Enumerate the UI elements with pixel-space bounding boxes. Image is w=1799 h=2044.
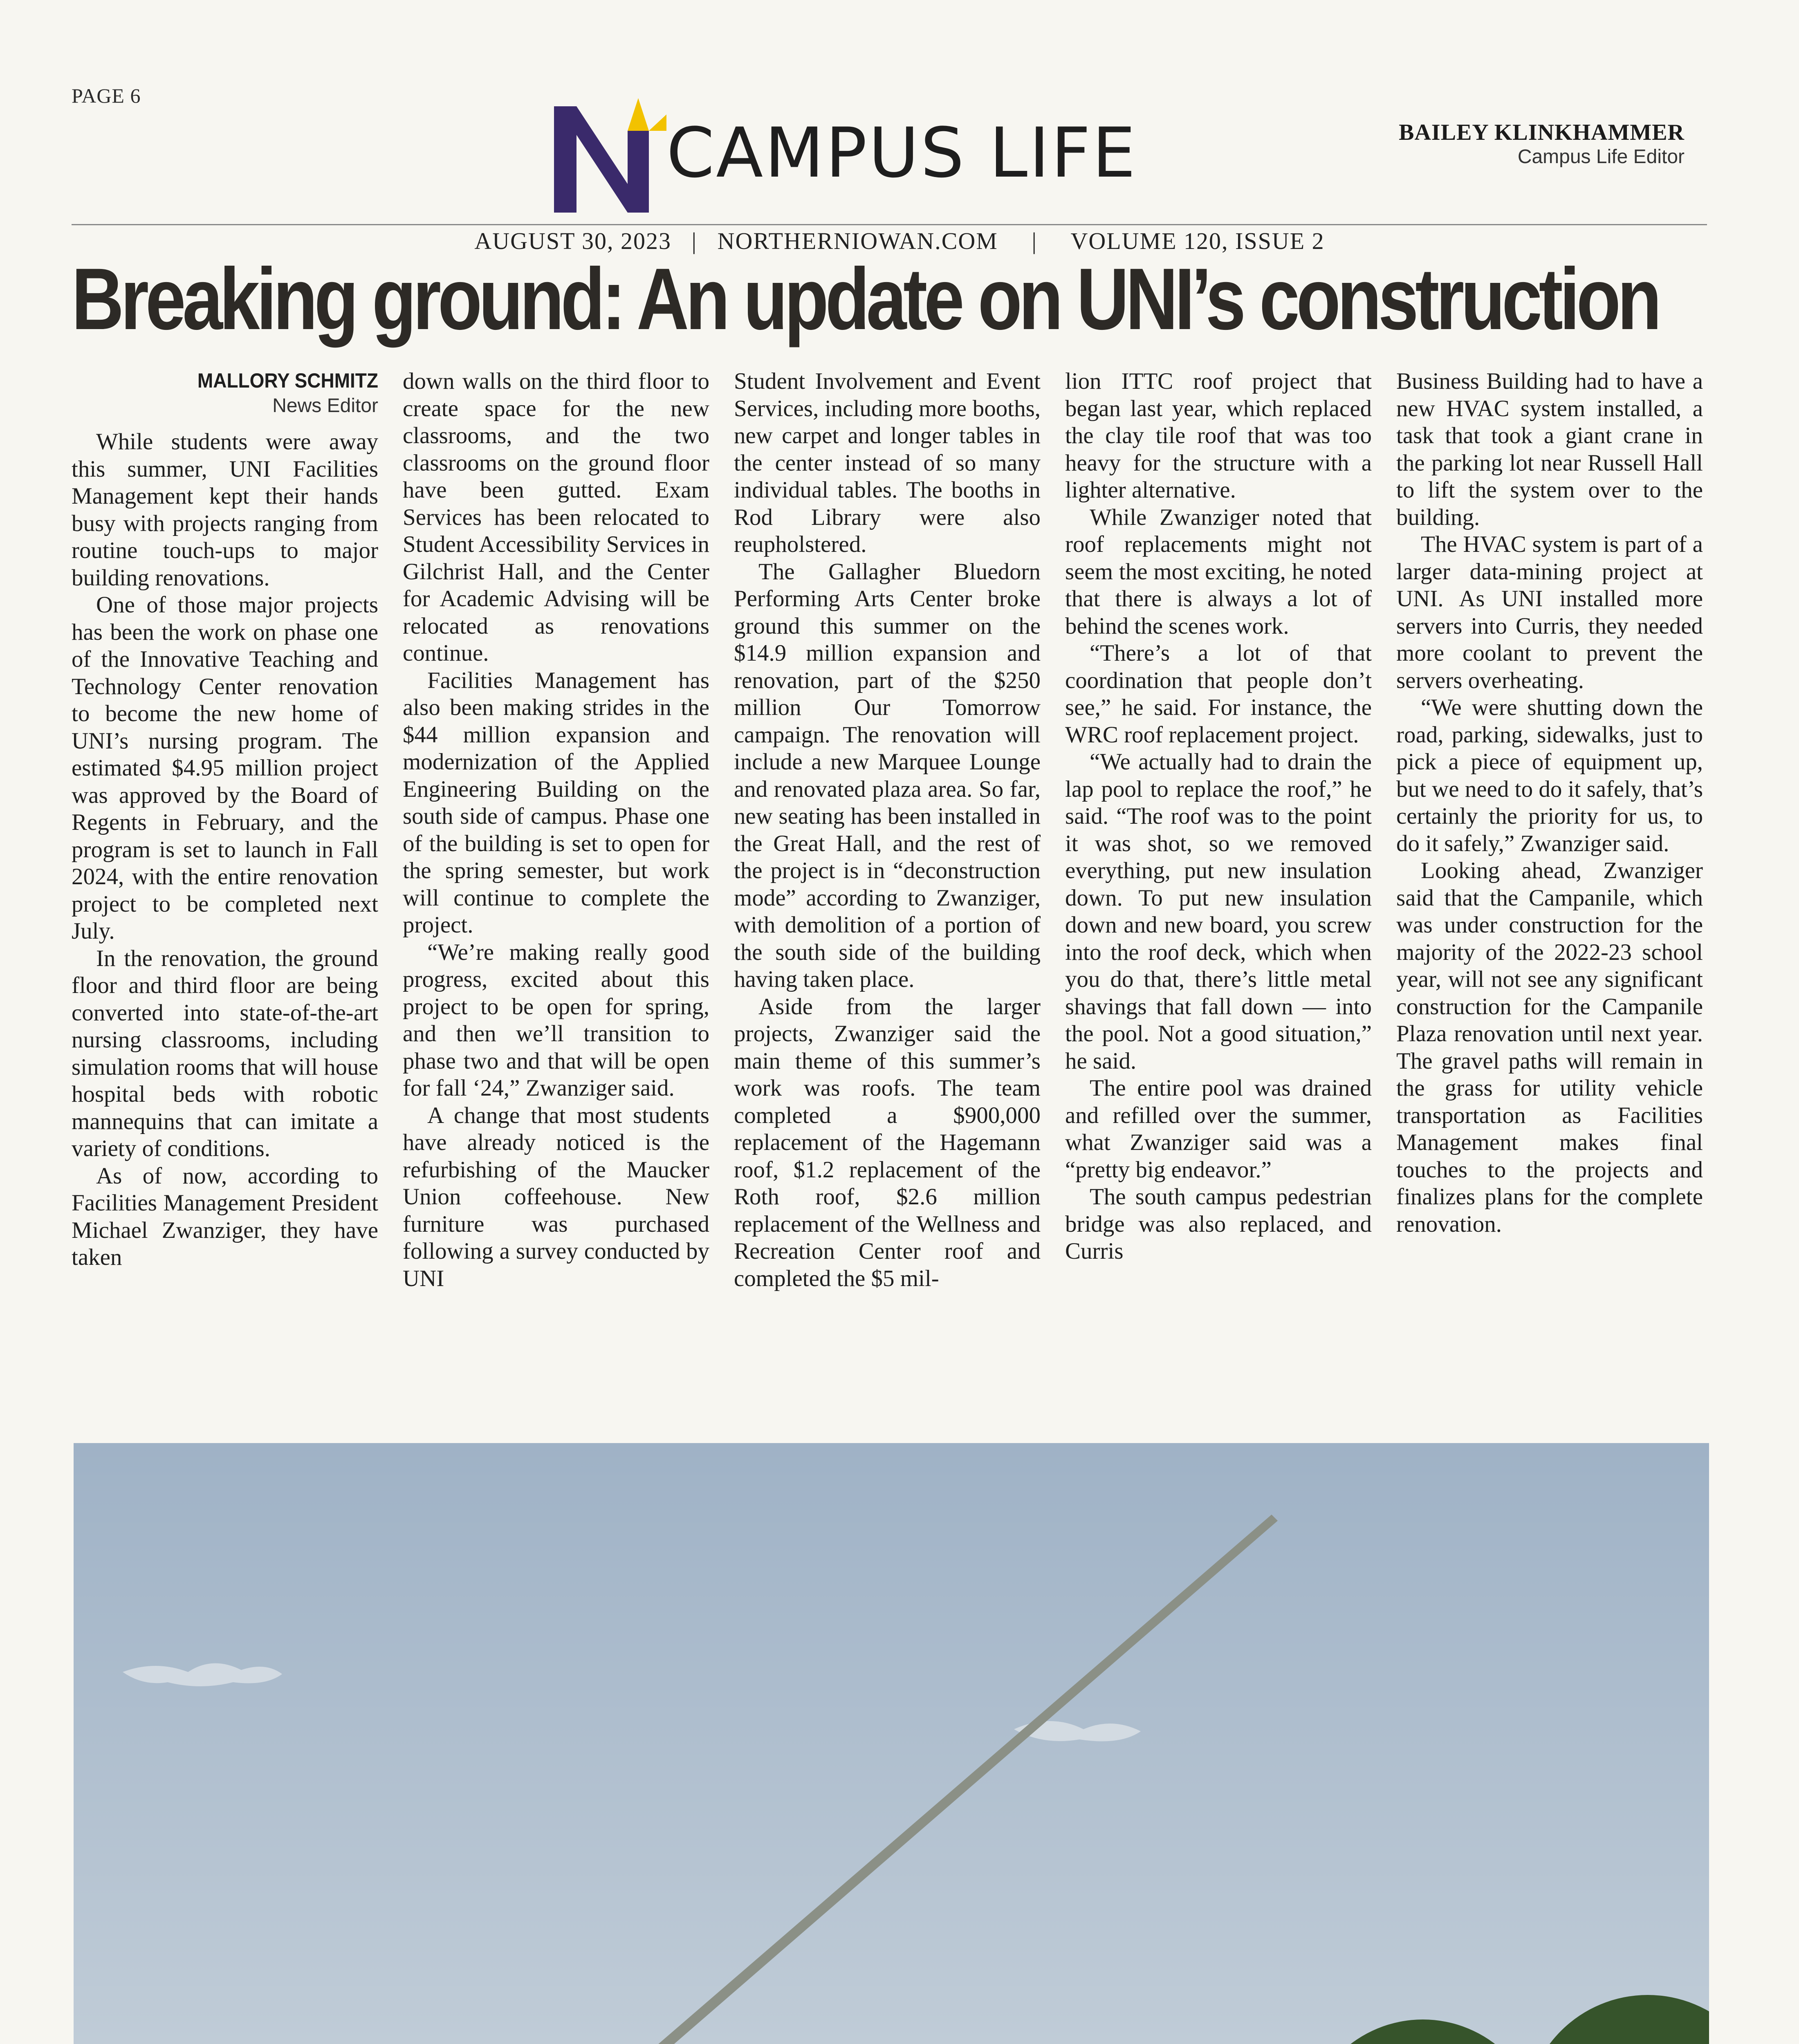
paragraph: Facilities Management has also been making strides in the $44 million expansion and modernization of the Applied Engineering Building on the south side of campus. Phase one of the building is set to open for the spring semester, but work will continue to complete the project.	[403, 667, 709, 938]
paragraph: The entire pool was drained and refilled over the summer, what Zwanziger said was a “pretty big endeavor.”	[1065, 1075, 1372, 1183]
dateline-separator: |	[691, 228, 698, 254]
paragraph: As of now, according to Facilities Management President Michael Zwanziger, they have taken	[72, 1163, 378, 1270]
paragraph: “We’re making really good progress, excited about this project to be open for spring, and then we’ll transition to phase two and that will be open for fall ‘24,” Zwanziger said.	[403, 939, 709, 1101]
paragraph: Looking ahead, Zwanziger said that the Campanile, which was under construction for the majority of the 2022-23 school year, will not see any significant construction for the Campanile Plaza renovation until next year. The gravel paths will remain in the grass for utility vehicle transportation as Facilities Management makes final touches to the projects and finalizes plans for the complete renovation.	[1396, 858, 1703, 1237]
northern-iowan-n-logo-icon	[554, 90, 666, 213]
issue-date: AUGUST 30, 2023	[474, 228, 672, 254]
paragraph: Business Building had to have a new HVAC system installed, a task that took a giant crane in the parking lot near Russell Hall to lift the system over to the building.	[1396, 368, 1703, 530]
sky	[74, 1443, 1709, 2044]
paragraph: “We were shutting down the road, parking, sidewalks, just to pick a piece of equipment up, but we need to do it safely, that’s certainly the priority for us, to do it safely,” Zwanziger said.	[1396, 695, 1703, 856]
article-column-2	[403, 368, 709, 1431]
byline-title: News Editor	[272, 395, 378, 417]
paragraph: The south campus pedestrian bridge was also replaced, and Curris	[1065, 1184, 1372, 1264]
section-editor-name: BAILEY KLINKHAMMER	[1399, 120, 1685, 145]
paragraph: Aside from the larger projects, Zwanziger said the main theme of this summer’s work was roofs. The team completed a $900,000 replacement of the Hagemann roof, $1.2 replacement of the Roth roof, $2.6 million replacement of the Wellness and Recreation Center roof and completed the $5 mil-	[734, 993, 1041, 1291]
byline-name: MALLORY SCHMITZ	[197, 369, 378, 392]
article-column-3	[734, 368, 1041, 1431]
paragraph: lion ITTC roof project that began last year, which replaced the clay tile roof that was too heavy for the structure with a lighter alternative.	[1065, 368, 1372, 503]
paragraph: The HVAC system is part of a larger data-mining project at UNI. As UNI installed more servers into Curris, they needed more coolant to prevent the servers overheating.	[1396, 531, 1703, 693]
masthead-rule	[72, 224, 1707, 225]
section-title: CAMPUS LIFE	[666, 113, 1137, 193]
dateline-separator: |	[1032, 228, 1037, 254]
paragraph: While students were away this summer, UNI Facilities Management kept their hands busy with projects ranging from routine touch-ups to major building renovations.	[72, 429, 378, 591]
paragraph: Student Involvement and Event Services, including more booths, new carpet and longer tables in the center instead of so many individual tables. The booths in Rod Library were also reupholstered.	[734, 368, 1041, 557]
paragraph: down walls on the third floor to create space for the new classrooms, and the two classrooms on the ground floor have been gutted. Exam Services has been relocated to Student Accessibility Services in Gilchrist Hall, and the Center for Academic Advising will be relocated as renovations continue.	[403, 368, 709, 666]
paragraph: The Gallagher Bluedorn Performing Arts Center broke ground this summer on the $14.9 million expansion and renovation, part of the $250 million Our Tomorrow campaign. The renovation will include a new Marquee Lounge and renovated plaza area. So far, new seating has been installed in the Great Hall, and the rest of the project is in “deconstruction mode” according to Zwanziger, with demolition of a portion of the south side of the building having taken place.	[734, 558, 1041, 992]
paragraph: A change that most students have already noticed is the refurbishing of the Maucker Union coffeehouse. New furniture was purchased following a survey conducted by UNI	[403, 1102, 709, 1291]
paragraph: “There’s a lot of that coordination that people don’t see,” he said. For instance, the WRC roof replacement project.	[1065, 640, 1372, 748]
paragraph: One of those major projects has been the work on phase one of the Innovative Teaching and Technology Center renovation to become the new home of UNI’s nursing program. The estimated $4.95 million project was approved by the Board of Regents in February, and the program is set to launch in Fall 2024, with the entire renovation project to be completed next July.	[72, 592, 378, 944]
article-column-5	[1396, 368, 1703, 1431]
section-editor-title: Campus Life Editor	[1517, 146, 1685, 168]
paragraph: In the renovation, the ground floor and third floor are being converted into state-of-the-art nursing classrooms, including simulation rooms that will house hospital beds with robotic mannequins that can imitate a variety of conditions.	[72, 945, 378, 1161]
paragraph: While Zwanziger noted that roof replacements might not seem the most exciting, he noted that there is always a lot of behind the scenes work.	[1065, 504, 1372, 639]
headline: Breaking ground: An update on UNI’s construction	[72, 250, 1658, 348]
article-column-1	[72, 368, 378, 1431]
article-column-4	[1065, 368, 1372, 1431]
page-number: PAGE 6	[72, 84, 141, 107]
paragraph: “We actually had to drain the lap pool to replace the roof,” he said. “The roof was to the point it was shot, so we removed everything, put new insulation down. To put new insulation down and new board, you screw into the roof deck, which when you do that, there’s little metal shavings that fall down — into the pool. Not a good situation,” he said.	[1065, 749, 1372, 1074]
website: NORTHERNIOWAN.COM	[717, 228, 998, 254]
volume-issue: VOLUME 120, ISSUE 2	[1070, 228, 1325, 254]
construction-crane-photo	[74, 1443, 1709, 2044]
